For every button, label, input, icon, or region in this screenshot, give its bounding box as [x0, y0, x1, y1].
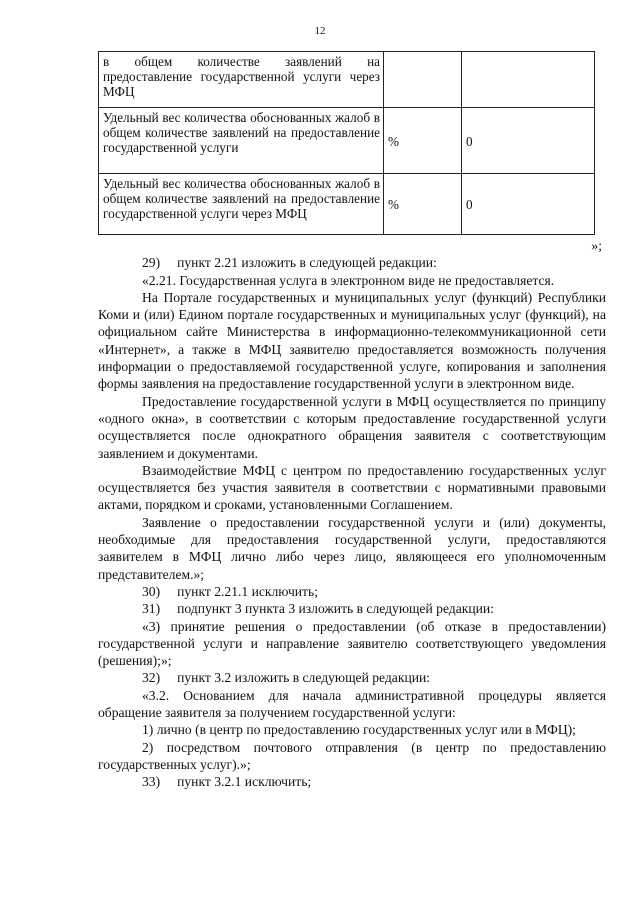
table-cell-value: 0	[462, 108, 595, 174]
paragraph: Взаимодействие МФЦ с центром по предоставлению государственных услуг осуществляется без участия заявителя в соответствии с нормативными правовыми актами, порядком и сроками, установленными Соглашением.	[98, 462, 606, 513]
paragraph: «3.2. Основанием для начала административной процедуры является обращение заявителя за получением государственной услуги:	[98, 687, 606, 721]
paragraph: Предоставление государственной услуги в МФЦ осуществляется по принципу «одного окна», в соответствии с которым предоставление государственной услуги осуществляется после однократного обращения заявителя с соответствующим заявлением и документами.	[98, 393, 606, 461]
indicators-table	[98, 51, 595, 235]
paragraph: 2) посредством почтового отправления (в центр по предоставлению государственных услуг).»;	[98, 739, 606, 772]
table-cell-indicator: в общем количестве заявлений на предоставление государственной услуги через МФЦ	[99, 52, 384, 108]
document-body	[98, 237, 606, 791]
table-row	[99, 174, 595, 235]
table-cell-unit	[384, 52, 462, 108]
paragraph: 1) лично (в центр по предоставлению государственных услуг или в МФЦ);	[142, 722, 576, 738]
table-row	[99, 52, 595, 108]
paragraph: 31) подпункт 3 пункта 3 изложить в следующей редакции:	[142, 601, 494, 617]
table-cell-value: 0	[462, 174, 595, 235]
paragraph: Заявление о предоставлении государственной услуги и (или) документы, необходимые для предоставления государственной услуги, предоставляются заявителем в МФЦ лично либо через лицо, являющееся его уполномоченным представителем.»;	[98, 514, 606, 582]
paragraph: «2.21. Государственная услуга в электронном виде не предоставляется.	[142, 272, 555, 288]
table-cell-value	[462, 52, 595, 108]
paragraph: На Портале государственных и муниципальных услуг (функций) Республики Коми и (или) Едином портале государственных и муниципальных услуг (функций), на официальном сайте Министерства в информационно-телекоммуникационной сети «Интернет», а также в МФЦ заявителю предоставляется возможность получения информации о предоставляемой государственной услуге, копирования и заполнения формы заявления на предоставление государственной услуги в электронном виде.	[98, 289, 606, 392]
table-cell-indicator: Удельный вес количества обоснованных жалоб в общем количестве заявлений на предоставление государственной услуги	[99, 108, 384, 174]
table-closing-quote: »;	[591, 238, 602, 253]
paragraph: 32) пункт 3.2 изложить в следующей редакции:	[142, 670, 431, 686]
table-row	[99, 108, 595, 174]
table-cell-indicator: Удельный вес количества обоснованных жалоб в общем количестве заявлений на предоставление государственной услуги через МФЦ	[99, 174, 384, 235]
paragraph: 29) пункт 2.21 изложить в следующей редакции:	[142, 255, 437, 271]
paragraph: «3) принятие решения о предоставлении (об отказе в предоставлении) государственной услуги и направление заявителю соответствующего уведомления (решения);»;	[98, 618, 606, 669]
table-cell-unit: %	[384, 174, 462, 235]
page-number: 12	[314, 25, 326, 37]
paragraph: 33) пункт 3.2.1 исключить;	[142, 774, 312, 790]
paragraph: 30) пункт 2.21.1 исключить;	[142, 583, 318, 599]
table-cell-unit: %	[384, 108, 462, 174]
